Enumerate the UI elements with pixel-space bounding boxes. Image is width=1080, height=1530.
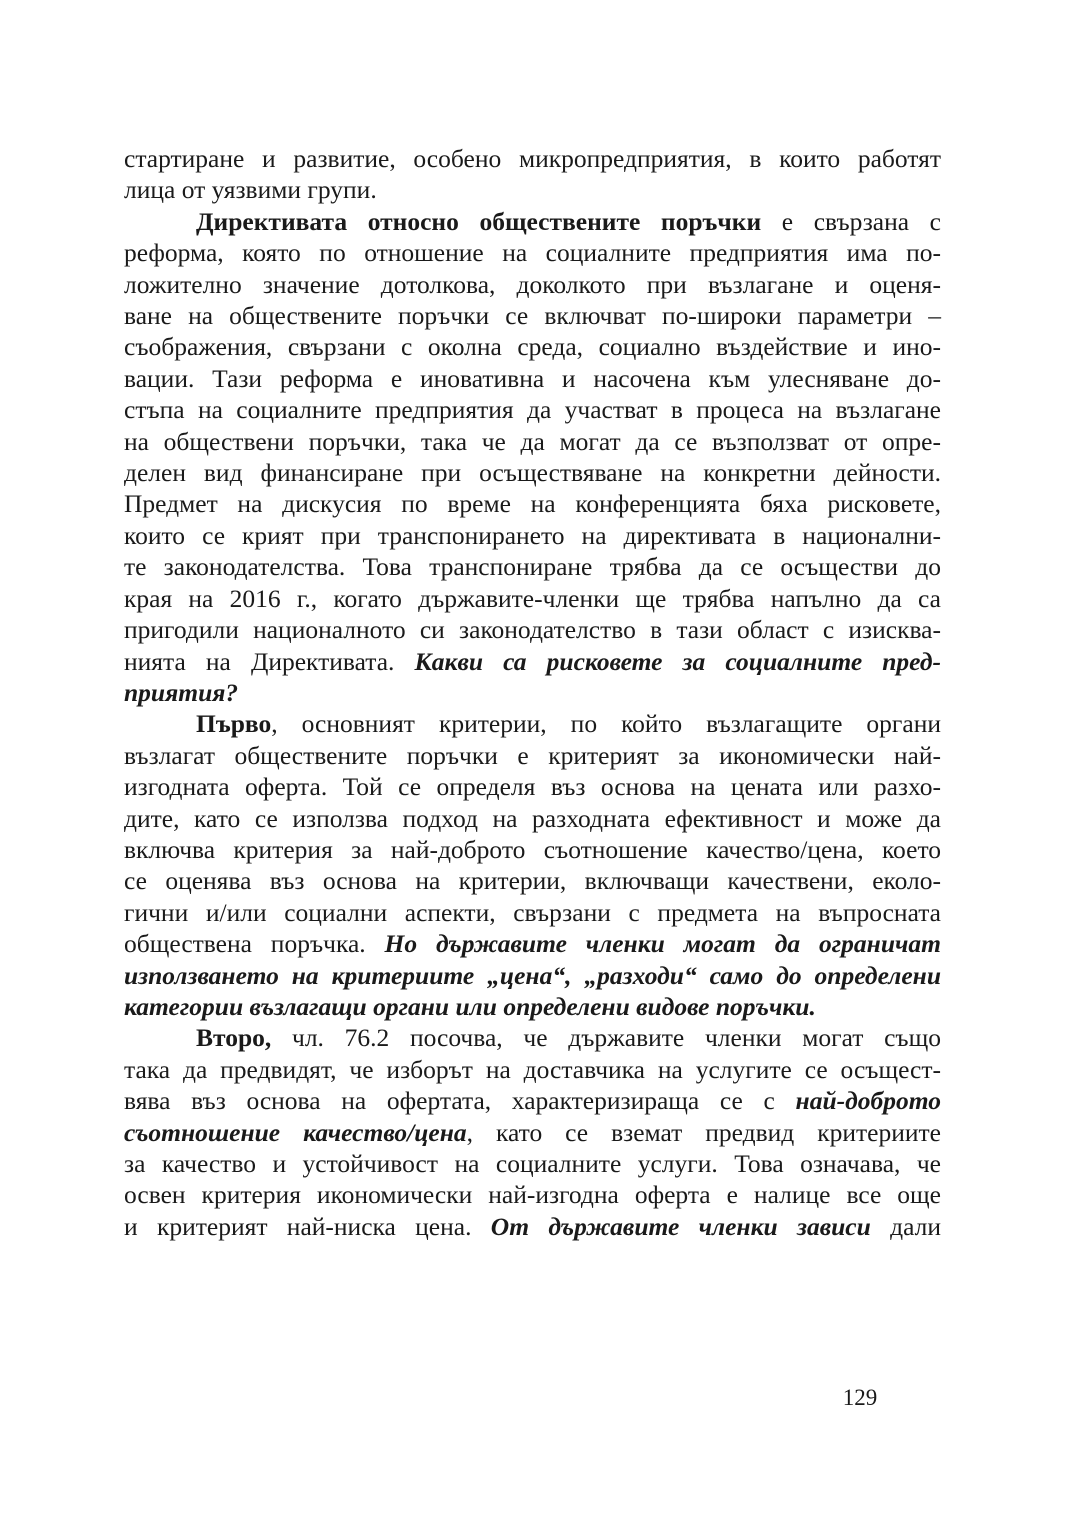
text-line bbox=[124, 300, 941, 331]
text-line bbox=[124, 331, 941, 362]
text-segment: и критерият най-ниска цена. bbox=[124, 1211, 491, 1241]
text-segment: те законодателства. Това транспониране трябва да се осъществи до bbox=[124, 552, 941, 582]
text-segment: реформа, която по отношение на социалните предприятия има по- bbox=[124, 238, 941, 268]
text-segment: чл. 76.2 посочва, че държавите членки могат също bbox=[271, 1023, 941, 1053]
emphasis-segment: Второ, bbox=[196, 1023, 272, 1053]
text-line bbox=[124, 1054, 941, 1085]
text-line bbox=[124, 1148, 941, 1179]
text-line bbox=[124, 174, 941, 205]
text-segment: се оценява въз основа на критерии, включващи качествени, еколо- bbox=[124, 866, 941, 896]
text-segment: нията на Директивата. bbox=[124, 646, 415, 676]
text-segment: стъпа на социалните предприятия да участват в процеса на възлагане bbox=[124, 395, 941, 425]
page-number: 129 bbox=[842, 1385, 878, 1410]
emphasis-segment: Директивата относно обществените поръчки bbox=[196, 206, 762, 236]
text-segment: е свързана с bbox=[761, 206, 941, 236]
text-line bbox=[124, 206, 941, 237]
text-segment: възлагат обществените поръчки е критерият за икономически най- bbox=[124, 740, 941, 770]
text-line bbox=[124, 991, 941, 1022]
text-segment: вации. Тази реформа е иновативна и насочена към улесняване до- bbox=[124, 363, 941, 393]
text-line bbox=[124, 708, 941, 739]
text-segment: ложително значение дотолкова, доколкото при възлагане и оценя- bbox=[124, 269, 941, 299]
text-line bbox=[124, 457, 941, 488]
text-segment: края на 2016 г., когато държавите-членки ще трябва напълно да са bbox=[124, 583, 941, 613]
text-segment: стартиране и развитие, особено микропредприятия, в които работят bbox=[124, 144, 941, 173]
text-segment: на обществени поръчки, така че да могат да се възползват от опре- bbox=[124, 426, 941, 456]
emphasis-segment: категории възлагащи органи или определени видове поръчки. bbox=[124, 991, 816, 1021]
emphasis-segment: Но държавите членки могат да ограничат bbox=[384, 929, 941, 959]
text-segment: така да предвидят, че изборът на доставчика на услугите се осъщест- bbox=[124, 1054, 941, 1084]
text-line bbox=[124, 237, 941, 268]
emphasis-segment: приятия? bbox=[124, 677, 239, 707]
text-line bbox=[124, 614, 941, 645]
text-segment: освен критерия икономически най-изгодна оферта е налице все още bbox=[124, 1180, 941, 1210]
text-line bbox=[124, 803, 941, 834]
text-line bbox=[124, 143, 941, 174]
emphasis-segment: най-доброто bbox=[795, 1086, 941, 1116]
text-line bbox=[124, 551, 941, 582]
text-line bbox=[124, 394, 941, 425]
emphasis-segment: използването на критериите „цена“, „разходи“ само до определени bbox=[124, 960, 941, 990]
text-line bbox=[124, 426, 941, 457]
text-line bbox=[124, 865, 941, 896]
text-line bbox=[124, 1085, 941, 1116]
text-segment: , основният критерии, по който възлагащите органи bbox=[271, 709, 941, 739]
text-line bbox=[124, 1211, 941, 1242]
text-line bbox=[124, 269, 941, 300]
emphasis-segment: съотношение качество/цена bbox=[124, 1117, 467, 1147]
text-segment: за качество и устойчивост на социалните услуги. Това означава, че bbox=[124, 1149, 941, 1178]
text-line bbox=[124, 960, 941, 991]
text-segment: обществена поръчка. bbox=[124, 929, 385, 959]
text-segment: , като се вземат предвид критериите bbox=[466, 1117, 941, 1147]
text-segment: лица от уязвими групи. bbox=[124, 175, 377, 205]
text-segment: ване на обществените поръчки се включват по-широки параметри – bbox=[124, 301, 941, 331]
text-segment: които се крият при транспонирането на директивата в национални- bbox=[124, 520, 941, 550]
text-segment: дите, като се използва подход на разходната ефективност и може да bbox=[124, 803, 941, 833]
body-text bbox=[124, 143, 941, 1242]
text-line bbox=[124, 928, 941, 959]
text-line bbox=[124, 897, 941, 928]
text-line bbox=[124, 363, 941, 394]
text-segment: делен вид финансиране при осъществяване на конкретни дейности. bbox=[124, 458, 941, 488]
text-segment: съображения, свързани с околна среда, социално въздействие и ино- bbox=[124, 332, 941, 362]
text-line bbox=[124, 740, 941, 771]
emphasis-segment: Какви са рисковете за социалните пред- bbox=[414, 646, 941, 676]
text-line bbox=[124, 771, 941, 802]
emphasis-segment: Първо bbox=[196, 709, 272, 739]
text-line bbox=[124, 520, 941, 551]
emphasis-segment: От държавите членки зависи bbox=[490, 1211, 871, 1241]
text-segment: включва критерия за най-доброто съотношение качество/цена, което bbox=[124, 834, 941, 864]
text-segment: Предмет на дискусия по време на конференцията бяха рисковете, bbox=[124, 489, 941, 519]
text-line bbox=[124, 583, 941, 614]
text-segment: вява въз основа на офертата, характеризираща се с bbox=[124, 1086, 796, 1116]
text-line bbox=[124, 677, 941, 708]
text-segment: пригодили националното си законодателство в тази област с изисква- bbox=[124, 615, 941, 645]
text-segment: гични и/или социални аспекти, свързани с предмета на въпросната bbox=[124, 897, 941, 927]
text-line bbox=[124, 1022, 941, 1053]
text-line bbox=[124, 1179, 941, 1210]
text-line bbox=[124, 834, 941, 865]
text-segment: изгодната оферта. Той се определя въз основа на цената или разхо- bbox=[124, 772, 941, 802]
text-line bbox=[124, 488, 941, 519]
text-segment: дали bbox=[870, 1211, 942, 1241]
text-line bbox=[124, 646, 941, 677]
text-line bbox=[124, 1117, 941, 1148]
